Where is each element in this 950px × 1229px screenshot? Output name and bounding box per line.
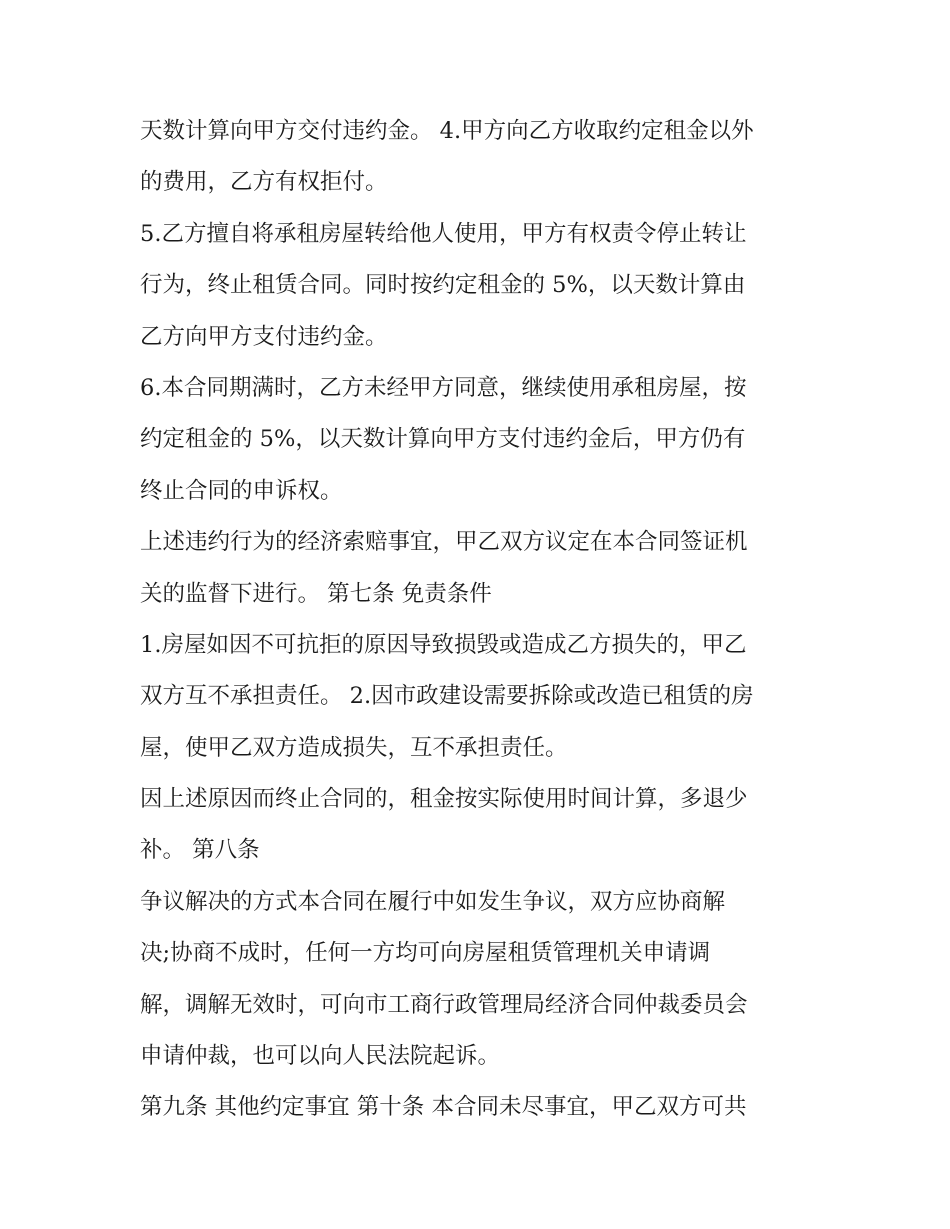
- text-line: 5.乙方擅自将承租房屋转给他人使用，甲方有权责令停止转让: [140, 220, 747, 247]
- text-line: 的费用，乙方有权拒付。: [140, 169, 388, 196]
- text-line: 天数计算向甲方交付违约金。 4.甲方向乙方收取约定租金以外: [140, 118, 754, 144]
- text-line: 上述违约行为的经济索赔事宜，甲乙双方议定在本合同签证机: [140, 529, 748, 556]
- text-line: 申请仲裁，也可以向人民法院起诉。: [140, 1043, 501, 1070]
- text-line: 决;协商不成时，任何一方均可向房屋租赁管理机关申请调: [140, 940, 711, 967]
- text-line: 屋，使甲乙双方造成损失，互不承担责任。: [140, 734, 568, 761]
- text-line: 终止合同的申诉权。: [140, 477, 343, 504]
- text-line: 争议解决的方式本合同在履行中如发生争议，双方应协商解: [140, 888, 726, 915]
- contract-body-text: [140, 106, 820, 1134]
- text-line: 因上述原因而终止合同的，租金按实际使用时间计算，多退少: [140, 786, 748, 813]
- text-line: 双方互不承担责任。 2.因市政建设需要拆除或改造已租赁的房: [140, 683, 754, 710]
- text-line: 解，调解无效时，可向市工商行政管理局经济合同仲裁委员会: [140, 991, 748, 1018]
- text-line: 第九条 其他约定事宜 第十条 本合同未尽事宜，甲乙双方可共: [140, 1094, 747, 1121]
- text-line: 乙方向甲方支付违约金。: [140, 323, 388, 350]
- text-line: 行为，终止租赁合同。同时按约定租金的 5%，以天数计算由: [140, 272, 746, 299]
- text-line: 补。 第八条: [140, 837, 260, 864]
- text-line: 关的监督下进行。 第七条 免责条件: [140, 580, 492, 607]
- text-line: 约定租金的 5%，以天数计算向甲方支付违约金后，甲方仍有: [140, 426, 746, 453]
- text-line: 1.房屋如因不可抗拒的原因导致损毁或造成乙方损失的，甲乙: [140, 631, 747, 658]
- text-line: 6.本合同期满时，乙方未经甲方同意，继续使用承租房屋，按: [140, 374, 747, 401]
